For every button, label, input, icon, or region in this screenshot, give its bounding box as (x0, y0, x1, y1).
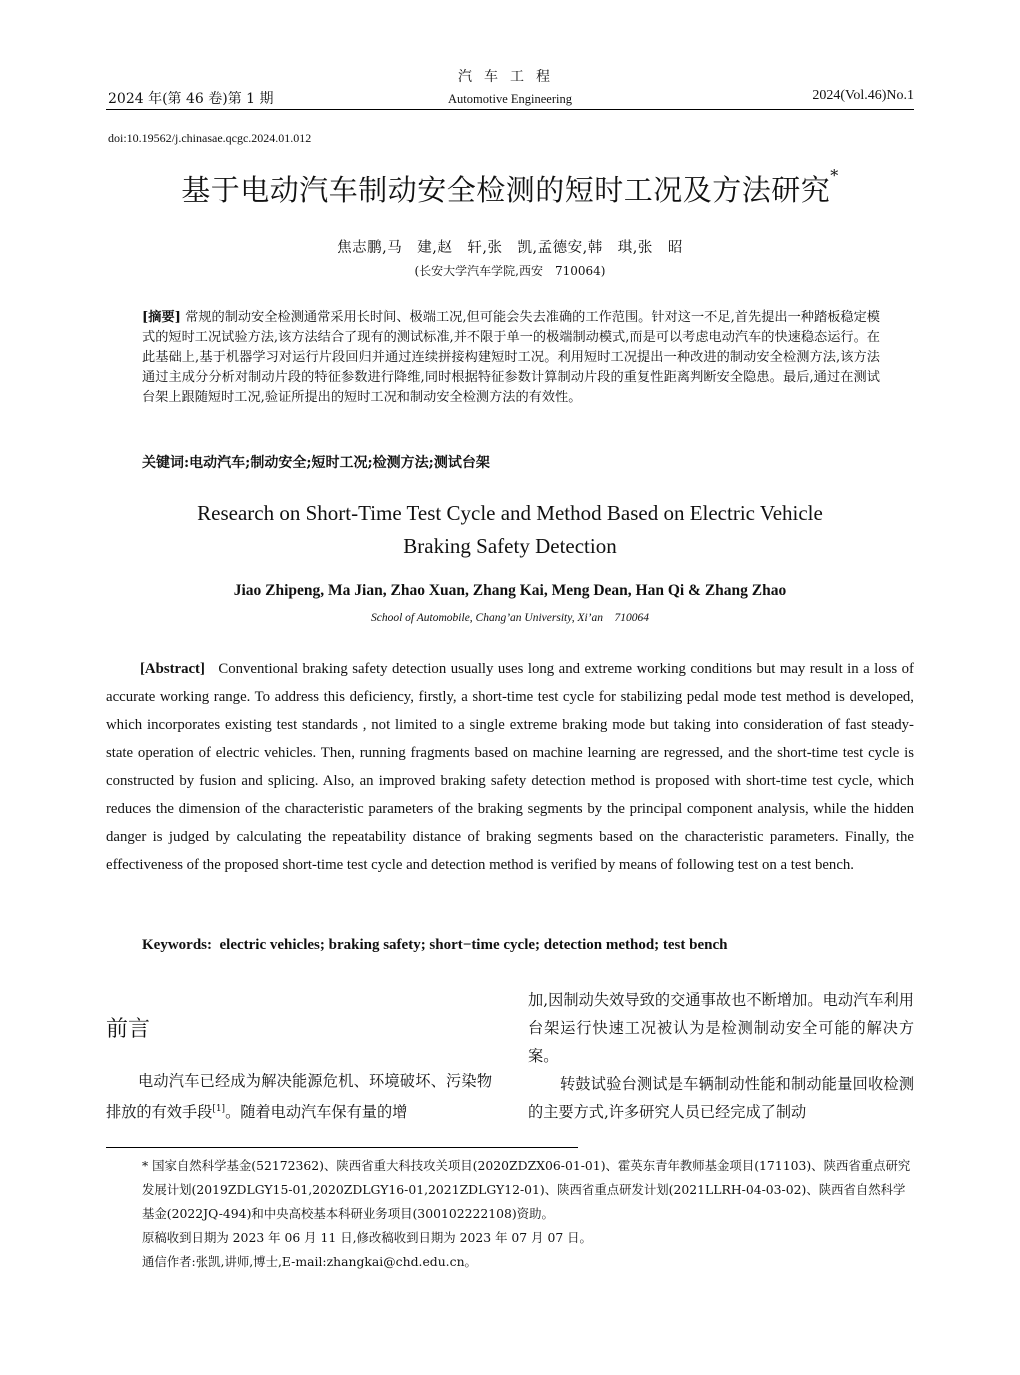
body-right-column (528, 986, 914, 1126)
abstract-cn (142, 308, 880, 408)
authors-cn: 焦志鹏,马 建,赵 轩,张 凯,孟德安,韩 琪,张 昭 (337, 240, 683, 256)
citation-ref[interactable]: [1] (212, 1104, 226, 1114)
abstract-cn-label: [摘要] (142, 310, 181, 325)
authors-en: Jiao Zhipeng, Ma Jian, Zhao Xuan, Zhang Kai, Meng Dean, Han Qi & Zhang Zhao (233, 582, 787, 599)
abstract-en (106, 655, 914, 879)
body-right-paragraph-1: 加,因制动失效导致的交通事故也不断增加。电动汽车利用台架运行快速工况被认为是检测制动安全可能的解决方案。 (528, 991, 914, 1065)
footnote-rule (106, 1147, 578, 1148)
footnote-corresponding-author: 通信作者:张凯,讲师,博士,E-mail:zhangkai@chd.edu.cn。 (142, 1254, 477, 1269)
doi[interactable]: doi:10.19562/j.chinasae.qcgc.2024.01.012 (108, 131, 312, 145)
keywords-en-text: electric vehicles; braking safety; short−time cycle; detection method; test bench (219, 937, 728, 953)
journal-title-cn: 汽车工程 (458, 69, 562, 85)
keywords-en (142, 937, 728, 954)
affiliation-en: School of Automobile, Chang’an University, Xi’an 710064 (371, 612, 649, 624)
abstract-en-label: [Abstract] (140, 661, 205, 677)
paper-title-en-line2: Braking Safety Detection (403, 534, 617, 558)
abstract-en-text: Conventional braking safety detection usually uses long and extreme working conditions but may result in a loss of accurate working range. To address this deficiency, firstly, a short-time test cycle for stabilizing pedal mode test method is developed, which incorporates existing test standards , not limited to a single extreme braking mode but taking into consideration of fast steady-state operation of electric vehicles. Then, running fragments based on machine learning are regressed, and the short-time test cycle is constructed by fusion and splicing. Also, an improved braking safety detection method is proposed with short-time test cycle, which reduces the dimension of the characteristic parameters of the braking segments by the principal component analysis, while the hidden danger is judged by calculating the repeatability distance of braking segments based on the characteristic parameters. Finally, the effectiveness of the proposed short-time test cycle and detection method is verified by means of following test on a test bench. (106, 661, 914, 873)
section-title: 前言 (106, 1017, 151, 1042)
affiliation-cn: (长安大学汽车学院,西安 710064) (414, 264, 606, 278)
abstract-cn-text: 常规的制动安全检测通常采用长时间、极端工况,但可能会失去准确的工作范围。针对这一不足,首先提出一种踏板稳定模式的短时工况试验方法,该方法结合了现有的测试标准,并不限于单一的极端制动模式,而是可以考虑电动汽车的快速稳态运行。在此基础上,基于机器学习对运行片段回归并通过连续拼接构建短时工况。利用短时工况提出一种改进的制动安全检测方法,该方法通过主成分分析对制动片段的特征参数进行降维,同时根据特征参数计算制动片段的重复性距离判断安全隐患。最后,通过在测试台架上跟随短时工况,验证所提出的短时工况和制动安全检测方法的有效性。 (142, 310, 880, 405)
issue-info-en: 2024(Vol.46)No.1 (812, 88, 914, 103)
paper-title-en (0, 497, 1020, 563)
paper-title-cn-text: 基于电动汽车制动安全检测的短时工况及方法研究 (181, 173, 831, 207)
body-right-paragraph-2: 转鼓试验台测试是车辆制动性能和制动能量回收检测的主要方式,许多研究人员已经完成了制动 (528, 1075, 914, 1121)
body-left-text-b: 。随着电动汽车保有量的增 (225, 1103, 408, 1122)
title-footnote-mark: * (830, 166, 839, 185)
footnote-received-date: 原稿收到日期为 2023 年 06 月 11 日,修改稿收到日期为 2023 年 07 月 07 日。 (142, 1230, 592, 1245)
issue-info-cn: 2024 年(第 46 卷)第 1 期 (108, 91, 274, 107)
header-rule (106, 109, 914, 110)
keywords-cn: 关键词:电动汽车;制动安全;短时工况;检测方法;测试台架 (142, 455, 490, 471)
paper-title-en-line1: Research on Short-Time Test Cycle and Method Based on Electric Vehicle (197, 501, 823, 525)
body-left-column (106, 1067, 492, 1126)
journal-title-en: Automotive Engineering (448, 92, 572, 106)
footnote-funding: * 国家自然科学基金(52172362)、陕西省重大科技攻关项目(2020ZDZX06-01-01)、霍英东青年教师基金项目(171103)、陕西省重点研究发展计划(2019ZDLGY15-01,2020ZDLGY16-01,2021ZDLGY12-01)、陕西省重点研发计划(2021LLRH-04-03-02)、陕西省自然科学基金(2022JQ-494)和中央高校基本科研业务项目(300102222108)资助。 (142, 1158, 911, 1221)
body-left-text-a: 电动汽车已经成为解决能源危机、环境破坏、污染物排放的有效手段 (106, 1072, 492, 1122)
keywords-en-label: Keywords: (142, 937, 212, 953)
paper-title-cn (0, 168, 1020, 209)
